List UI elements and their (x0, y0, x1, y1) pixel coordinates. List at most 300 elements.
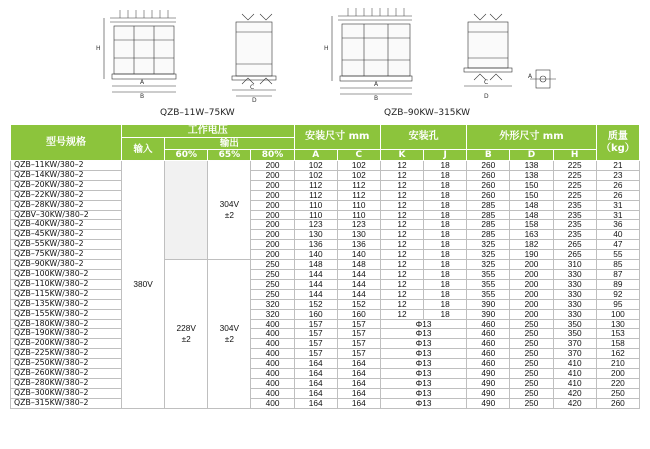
cell-tap80: 400 (251, 378, 294, 388)
table-row (11, 260, 640, 270)
table-row (11, 250, 640, 260)
cell-k: 12 (380, 200, 423, 210)
cell-d: 250 (510, 359, 553, 369)
cell-h: 235 (553, 200, 596, 210)
cell-c: 102 (337, 161, 380, 171)
table-row (11, 339, 640, 349)
cell-tap80: 200 (251, 200, 294, 210)
header-k: K (380, 150, 423, 161)
cell-h: 235 (553, 220, 596, 230)
cell-b: 390 (467, 299, 510, 309)
cell-weight: 220 (596, 378, 639, 388)
cell-tap80: 200 (251, 190, 294, 200)
cell-j: 18 (424, 299, 467, 309)
cell-j: 18 (424, 240, 467, 250)
cell-c: 157 (337, 349, 380, 359)
cell-h: 330 (553, 279, 596, 289)
cell-model: QZB–135KW/380–2 (11, 299, 122, 309)
table-row (11, 319, 640, 329)
cell-hole-phi: Φ13 (380, 359, 466, 369)
cell-weight: 92 (596, 289, 639, 299)
header-install-hole: 安装孔 (380, 125, 466, 150)
cell-h: 330 (553, 299, 596, 309)
cell-hole-phi: Φ13 (380, 319, 466, 329)
header-j: J (424, 150, 467, 161)
cell-h: 410 (553, 369, 596, 379)
cell-a: 130 (294, 230, 337, 240)
cell-b: 355 (467, 269, 510, 279)
dim-label-a-left: A (140, 79, 145, 86)
cell-k: 12 (380, 161, 423, 171)
dim-label-b-right: B (374, 95, 379, 102)
cell-d: 200 (510, 269, 553, 279)
cell-weight: 250 (596, 388, 639, 398)
dim-label-c-left: C (250, 84, 255, 91)
cell-weight: 55 (596, 250, 639, 260)
cell-tap80: 250 (251, 260, 294, 270)
cell-c: 110 (337, 210, 380, 220)
cell-model: QZB–315KW/380–2 (11, 398, 122, 408)
cell-a: 144 (294, 289, 337, 299)
table-row (11, 289, 640, 299)
header-voltage: 工作电压 (121, 125, 294, 138)
cell-j: 18 (424, 220, 467, 230)
cell-c: 144 (337, 269, 380, 279)
cell-weight: 21 (596, 161, 639, 171)
cell-model: QZB–90KW/380–2 (11, 260, 122, 270)
cell-hole-phi: Φ13 (380, 388, 466, 398)
cell-hole-phi: Φ13 (380, 398, 466, 408)
cell-model: QZB–225KW/380–2 (11, 349, 122, 359)
cell-c: 148 (337, 260, 380, 270)
cell-model: QZB–11KW/380–2 (11, 161, 122, 171)
cell-d: 200 (510, 309, 553, 319)
cell-j: 18 (424, 269, 467, 279)
cell-c: 112 (337, 190, 380, 200)
tap65-top-tolerance: ±2 (224, 210, 234, 221)
cell-hole-phi: Φ13 (380, 369, 466, 379)
cell-tap80: 400 (251, 359, 294, 369)
table-row (11, 230, 640, 240)
cell-j: 18 (424, 289, 467, 299)
cell-h: 235 (553, 230, 596, 240)
cell-tap60-voltage (165, 260, 208, 409)
cell-model: QZB–20KW/380–2 (11, 180, 122, 190)
cell-d: 200 (510, 299, 553, 309)
cell-d: 148 (510, 200, 553, 210)
cell-a: 144 (294, 269, 337, 279)
cell-b: 460 (467, 339, 510, 349)
cell-d: 250 (510, 329, 553, 339)
dim-label-a-hole: A (528, 73, 533, 80)
cell-c: 164 (337, 388, 380, 398)
cell-weight: 31 (596, 210, 639, 220)
cell-c: 136 (337, 240, 380, 250)
cell-a: 102 (294, 161, 337, 171)
cell-b: 260 (467, 161, 510, 171)
cell-model: QZB–155KW/380–2 (11, 309, 122, 319)
header-output: 输出 (165, 138, 294, 150)
cell-a: 144 (294, 279, 337, 289)
cell-d: 163 (510, 230, 553, 240)
header-tap-60: 60% (165, 150, 208, 161)
cell-b: 260 (467, 170, 510, 180)
cell-k: 12 (380, 309, 423, 319)
tap60-voltage: 228V (176, 322, 196, 333)
cell-a: 148 (294, 260, 337, 270)
table-row (11, 180, 640, 190)
table-row (11, 329, 640, 339)
header-install-size: 安装尺寸 mm (294, 125, 380, 150)
cell-model: QZB–110KW/380–2 (11, 279, 122, 289)
cell-model: QZB–300KW/380–2 (11, 388, 122, 398)
cell-c: 164 (337, 369, 380, 379)
cell-c: 164 (337, 398, 380, 408)
cell-hole-phi: Φ13 (380, 339, 466, 349)
cell-j: 18 (424, 170, 467, 180)
cell-hole-phi: Φ13 (380, 329, 466, 339)
cell-h: 370 (553, 349, 596, 359)
tap65-top-voltage: 304V (219, 199, 240, 210)
cell-a: 157 (294, 319, 337, 329)
cell-weight: 26 (596, 190, 639, 200)
cell-a: 110 (294, 200, 337, 210)
cell-b: 285 (467, 220, 510, 230)
cell-h: 265 (553, 240, 596, 250)
cell-a: 164 (294, 378, 337, 388)
cell-d: 250 (510, 388, 553, 398)
cell-c: 157 (337, 329, 380, 339)
cell-tap80: 400 (251, 349, 294, 359)
cell-tap65-bottom (208, 260, 251, 409)
cell-k: 12 (380, 250, 423, 260)
cell-weight: 153 (596, 329, 639, 339)
table-row (11, 349, 640, 359)
table-row (11, 309, 640, 319)
spec-table-body (11, 161, 640, 409)
dim-label-h-left: H (96, 45, 101, 52)
cell-h: 370 (553, 339, 596, 349)
dim-label-c-right: C (484, 79, 489, 86)
cell-weight: 162 (596, 349, 639, 359)
cell-k: 12 (380, 180, 423, 190)
cell-d: 182 (510, 240, 553, 250)
cell-tap65-top (208, 161, 251, 260)
cell-h: 225 (553, 161, 596, 171)
table-row (11, 378, 640, 388)
cell-weight: 85 (596, 260, 639, 270)
caption-large-models: QZB–90KW–315KW (384, 108, 471, 118)
cell-a: 160 (294, 309, 337, 319)
cell-tap80: 400 (251, 388, 294, 398)
cell-model: QZB–55KW/380–2 (11, 240, 122, 250)
cell-b: 490 (467, 369, 510, 379)
header-tap-65: 65% (208, 150, 251, 161)
cell-h: 410 (553, 359, 596, 369)
cell-weight: 47 (596, 240, 639, 250)
cell-a: 157 (294, 349, 337, 359)
cell-tap60-empty (165, 161, 208, 260)
caption-small-models: QZB–11W–75KW (160, 108, 235, 118)
cell-model: QZB–100KW/380–2 (11, 269, 122, 279)
header-tap-80: 80% (251, 150, 294, 161)
dim-label-d-left: D (252, 97, 257, 104)
cell-j: 18 (424, 309, 467, 319)
side-view-large (464, 14, 512, 86)
cell-tap80: 400 (251, 398, 294, 408)
cell-h: 235 (553, 210, 596, 220)
cell-tap80: 200 (251, 210, 294, 220)
table-row (11, 359, 640, 369)
table-row (11, 220, 640, 230)
cell-d: 150 (510, 190, 553, 200)
cell-b: 355 (467, 279, 510, 289)
hole-detail (530, 70, 556, 88)
cell-k: 12 (380, 260, 423, 270)
cell-c: 152 (337, 299, 380, 309)
cell-weight: 40 (596, 230, 639, 240)
cell-model: QZB–200KW/380–2 (11, 339, 122, 349)
header-d: D (510, 150, 553, 161)
cell-weight: 260 (596, 398, 639, 408)
cell-b: 460 (467, 319, 510, 329)
cell-a: 112 (294, 180, 337, 190)
cell-c: 140 (337, 250, 380, 260)
cell-c: 123 (337, 220, 380, 230)
table-row (11, 190, 640, 200)
cell-b: 460 (467, 359, 510, 369)
cell-b: 285 (467, 200, 510, 210)
cell-h: 225 (553, 170, 596, 180)
cell-b: 325 (467, 240, 510, 250)
header-input: 输入 (121, 138, 164, 161)
cell-tap80: 250 (251, 269, 294, 279)
cell-b: 285 (467, 210, 510, 220)
cell-tap80: 250 (251, 279, 294, 289)
table-row (11, 299, 640, 309)
header-h: H (553, 150, 596, 161)
cell-model: QZB–45KW/380–2 (11, 230, 122, 240)
cell-k: 12 (380, 269, 423, 279)
cell-tap80: 200 (251, 180, 294, 190)
cell-input-voltage: 380V (121, 161, 164, 409)
cell-d: 200 (510, 289, 553, 299)
cell-k: 12 (380, 279, 423, 289)
cell-k: 12 (380, 230, 423, 240)
cell-k: 12 (380, 240, 423, 250)
cell-a: 164 (294, 359, 337, 369)
cell-weight: 158 (596, 339, 639, 349)
cell-j: 18 (424, 230, 467, 240)
cell-c: 144 (337, 289, 380, 299)
cell-b: 460 (467, 349, 510, 359)
cell-model: QZB–190KW/380–2 (11, 329, 122, 339)
cell-model: QZB–280KW/380–2 (11, 378, 122, 388)
tap65-bottom-voltage: 304V (219, 322, 240, 333)
cell-model: QZB–260KW/380–2 (11, 369, 122, 379)
dim-label-d-right: D (484, 93, 489, 100)
cell-a: 164 (294, 398, 337, 408)
table-row (11, 170, 640, 180)
cell-c: 157 (337, 339, 380, 349)
cell-tap80: 320 (251, 299, 294, 309)
cell-j: 18 (424, 210, 467, 220)
cell-model: QZB–180KW/380–2 (11, 319, 122, 329)
table-row (11, 240, 640, 250)
cell-tap80: 200 (251, 240, 294, 250)
cell-tap80: 200 (251, 230, 294, 240)
cell-b: 355 (467, 289, 510, 299)
cell-a: 136 (294, 240, 337, 250)
cell-model: QZB–75KW/380–2 (11, 250, 122, 260)
cell-tap80: 200 (251, 170, 294, 180)
cell-c: 164 (337, 378, 380, 388)
cell-c: 110 (337, 200, 380, 210)
technical-drawings (0, 0, 650, 122)
cell-weight: 95 (596, 299, 639, 309)
cell-h: 420 (553, 388, 596, 398)
table-row (11, 161, 640, 171)
cell-b: 260 (467, 180, 510, 190)
cell-a: 157 (294, 329, 337, 339)
cell-tap80: 400 (251, 339, 294, 349)
cell-weight: 200 (596, 369, 639, 379)
cell-j: 18 (424, 250, 467, 260)
cell-d: 190 (510, 250, 553, 260)
cell-b: 260 (467, 190, 510, 200)
table-row (11, 369, 640, 379)
cell-b: 490 (467, 378, 510, 388)
cell-h: 420 (553, 398, 596, 408)
cell-a: 110 (294, 210, 337, 220)
cell-tap80: 400 (251, 319, 294, 329)
cell-j: 18 (424, 279, 467, 289)
tap60-tolerance: ±2 (181, 333, 191, 344)
cell-c: 130 (337, 230, 380, 240)
cell-k: 12 (380, 170, 423, 180)
spec-table (10, 124, 640, 409)
table-row (11, 210, 640, 220)
cell-k: 12 (380, 220, 423, 230)
cell-a: 157 (294, 339, 337, 349)
cell-d: 250 (510, 319, 553, 329)
cell-tap80: 400 (251, 329, 294, 339)
header-outer-size: 外形尺寸 mm (467, 125, 597, 150)
cell-model: QZB–40KW/380–2 (11, 220, 122, 230)
cell-model: QZB–22KW/380–2 (11, 190, 122, 200)
cell-d: 250 (510, 398, 553, 408)
table-row (11, 200, 640, 210)
header-b: B (467, 150, 510, 161)
cell-weight: 130 (596, 319, 639, 329)
cell-model: QZB–28KW/380–2 (11, 200, 122, 210)
cell-b: 460 (467, 329, 510, 339)
cell-b: 325 (467, 250, 510, 260)
front-view-large (332, 8, 412, 94)
cell-h: 350 (553, 329, 596, 339)
cell-h: 225 (553, 180, 596, 190)
cell-k: 12 (380, 210, 423, 220)
cell-a: 112 (294, 190, 337, 200)
cell-j: 18 (424, 260, 467, 270)
header-c: C (337, 150, 380, 161)
cell-d: 200 (510, 279, 553, 289)
cell-c: 112 (337, 180, 380, 190)
cell-h: 310 (553, 260, 596, 270)
cell-b: 390 (467, 309, 510, 319)
cell-b: 490 (467, 398, 510, 408)
cell-weight: 210 (596, 359, 639, 369)
cell-d: 250 (510, 349, 553, 359)
cell-tap80: 400 (251, 369, 294, 379)
tap65-bottom-tolerance: ±2 (224, 333, 234, 344)
table-row (11, 388, 640, 398)
cell-weight: 23 (596, 170, 639, 180)
cell-d: 250 (510, 369, 553, 379)
cell-weight: 31 (596, 200, 639, 210)
cell-tap80: 200 (251, 220, 294, 230)
cell-weight: 87 (596, 269, 639, 279)
cell-d: 150 (510, 180, 553, 190)
cell-a: 152 (294, 299, 337, 309)
cell-h: 330 (553, 309, 596, 319)
cell-b: 285 (467, 230, 510, 240)
dim-label-b-left: B (140, 93, 145, 100)
cell-d: 250 (510, 339, 553, 349)
cell-c: 102 (337, 170, 380, 180)
cell-c: 144 (337, 279, 380, 289)
cell-k: 12 (380, 190, 423, 200)
cell-model: QZBV–30KW/380–2 (11, 210, 122, 220)
dim-label-h-right: H (324, 45, 329, 52)
table-row (11, 279, 640, 289)
cell-d: 200 (510, 260, 553, 270)
cell-d: 250 (510, 378, 553, 388)
cell-c: 160 (337, 309, 380, 319)
cell-weight: 26 (596, 180, 639, 190)
header-a: A (294, 150, 337, 161)
cell-j: 18 (424, 200, 467, 210)
cell-h: 330 (553, 289, 596, 299)
dim-label-a-right: A (374, 81, 379, 88)
cell-tap80: 200 (251, 250, 294, 260)
cell-k: 12 (380, 289, 423, 299)
cell-j: 18 (424, 180, 467, 190)
cell-weight: 100 (596, 309, 639, 319)
cell-b: 490 (467, 388, 510, 398)
cell-j: 18 (424, 161, 467, 171)
table-row (11, 269, 640, 279)
cell-d: 138 (510, 161, 553, 171)
table-row (11, 398, 640, 408)
cell-d: 148 (510, 210, 553, 220)
cell-a: 140 (294, 250, 337, 260)
cell-c: 164 (337, 359, 380, 369)
cell-c: 157 (337, 319, 380, 329)
cell-h: 330 (553, 269, 596, 279)
cell-model: QZB–115KW/380–2 (11, 289, 122, 299)
cell-hole-phi: Φ13 (380, 349, 466, 359)
cell-tap80: 320 (251, 309, 294, 319)
cell-h: 350 (553, 319, 596, 329)
cell-weight: 36 (596, 220, 639, 230)
cell-a: 123 (294, 220, 337, 230)
cell-h: 225 (553, 190, 596, 200)
cell-d: 138 (510, 170, 553, 180)
cell-hole-phi: Φ13 (380, 378, 466, 388)
cell-d: 158 (510, 220, 553, 230)
cell-h: 265 (553, 250, 596, 260)
